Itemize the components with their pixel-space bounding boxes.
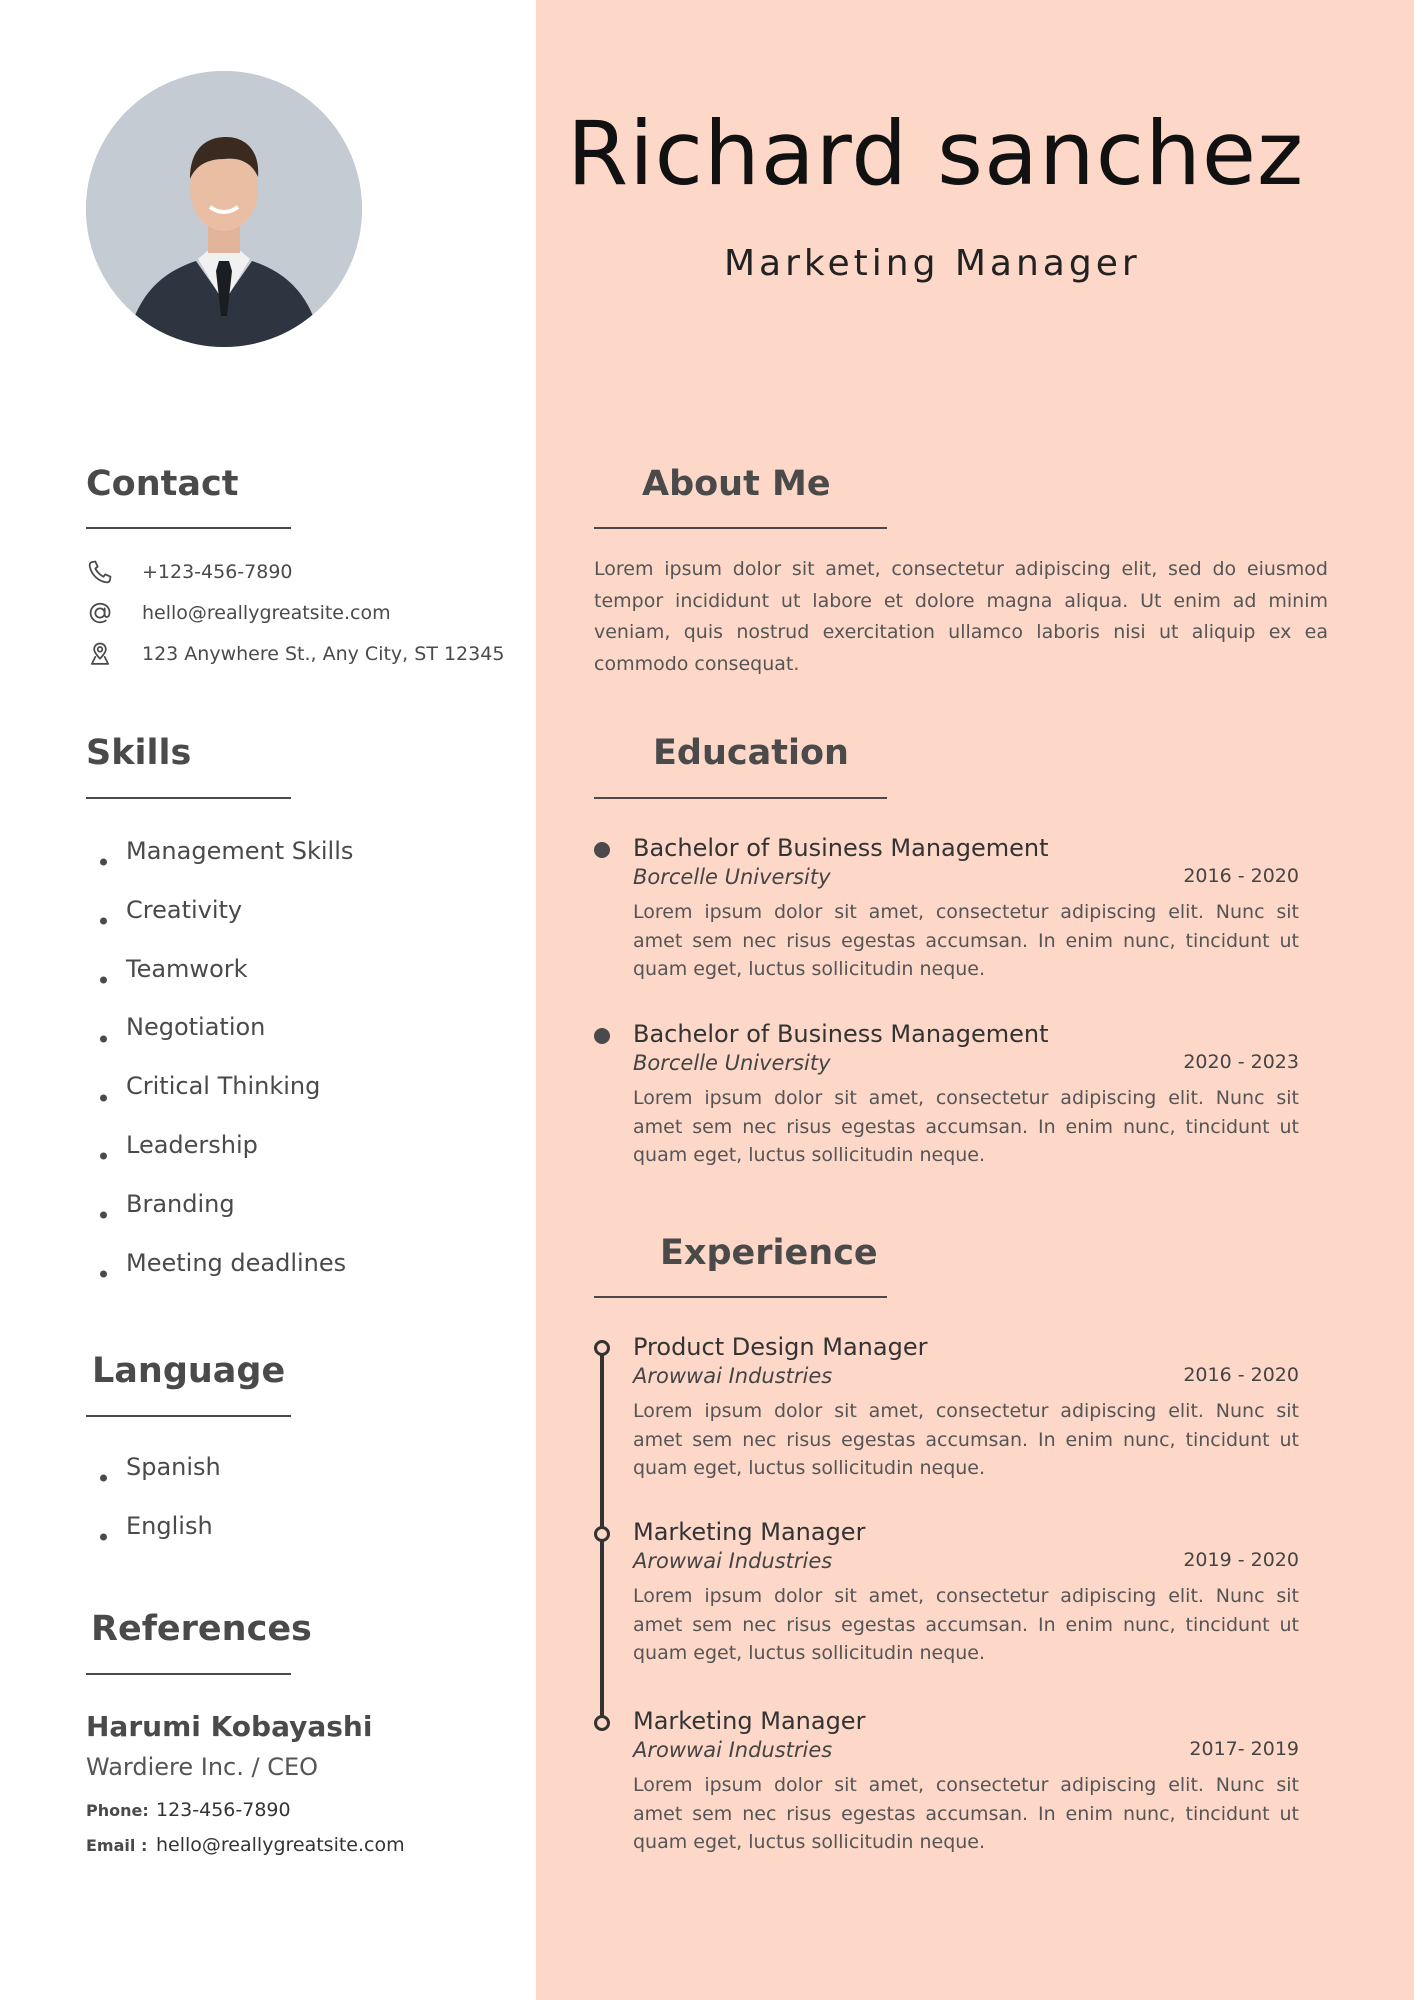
experience-role: Product Design Manager [633,1333,928,1361]
education-description: Lorem ipsum dolor sit amet, consectetur adipiscing elit. Nunc sit amet sem nec risus egestas accumsan. In enim nunc, tincidunt ut quam eget, luctus sollicitudin neque. [633,1087,1299,1166]
location-pin-icon [86,639,122,669]
candidate-name: Richard sanchez [567,102,1305,205]
experience-meta [633,1364,1299,1391]
skill-item: Negotiation [86,1009,353,1068]
reference-email-label: Email : [86,1836,148,1855]
contact-phone-text: +123-456-7890 [142,561,293,583]
reference-phone-value: 123-456-7890 [156,1799,291,1821]
experience-entry [633,1518,1299,1668]
skill-item: Teamwork [86,951,353,1010]
education-description: Lorem ipsum dolor sit amet, consectetur adipiscing elit. Nunc sit amet sem nec risus egestas accumsan. In enim nunc, tincidunt ut quam eget, luctus sollicitudin neque. [633,901,1299,980]
education-degree: Bachelor of Business Management [633,1020,1049,1048]
experience-description: Lorem ipsum dolor sit amet, consectetur adipiscing elit. Nunc sit amet sem nec risus egestas accumsan. In enim nunc, tincidunt ut quam eget, luctus sollicitudin neque. [633,1585,1299,1664]
language-divider [86,1415,291,1417]
contact-phone [86,557,293,587]
person-portrait-icon [86,71,362,347]
contact-divider [86,527,291,529]
education-divider [594,797,887,799]
experience-entry [633,1333,1299,1483]
timeline-node [594,1526,610,1542]
language-list [86,1449,221,1567]
education-dates: 2020 - 2023 [1183,1051,1299,1073]
experience-meta [633,1738,1299,1765]
experience-meta [633,1549,1299,1576]
skill-item: Meeting deadlines [86,1245,353,1304]
experience-dates: 2016 - 2020 [1183,1364,1299,1386]
contact-email-text: hello@reallygreatsite.com [142,602,391,624]
timeline-node [594,1715,610,1731]
reference-email [86,1834,405,1856]
experience-company: Arowwai Industries [633,1364,833,1388]
experience-description: Lorem ipsum dolor sit amet, consectetur adipiscing elit. Nunc sit amet sem nec risus egestas accumsan. In enim nunc, tincidunt ut quam eget, luctus sollicitudin neque. [633,1400,1299,1479]
skill-item: Leadership [86,1127,353,1186]
education-heading: Education [653,733,849,773]
experience-dates: 2019 - 2020 [1183,1549,1299,1571]
language-item: English [86,1508,221,1567]
education-bullet [594,1028,610,1044]
about-text: Lorem ipsum dolor sit amet, consectetur adipiscing elit, sed do eiusmod tempor incididunt ut labore et dolore magna aliqua. Ut enim ad minim veniam, quis nostrud exercitation ullamco laboris nisi ut aliquip ex ea commodo consequat. [594,558,1328,675]
education-school: Borcelle University [633,865,831,889]
references-heading: References [91,1609,312,1649]
skill-item: Critical Thinking [86,1068,353,1127]
skills-list [86,833,353,1303]
education-bullet [594,842,610,858]
skill-item: Branding [86,1186,353,1245]
candidate-title: Marketing Manager [724,243,1141,284]
experience-description: Lorem ipsum dolor sit amet, consectetur adipiscing elit. Nunc sit amet sem nec risus egestas accumsan. In enim nunc, tincidunt ut quam eget, luctus sollicitudin neque. [633,1774,1299,1853]
language-item: Spanish [86,1449,221,1508]
experience-role: Marketing Manager [633,1707,866,1735]
education-meta [633,1051,1299,1078]
education-school: Borcelle University [633,1051,831,1075]
reference-phone-label: Phone: [86,1801,149,1820]
experience-entry [633,1707,1299,1857]
education-dates: 2016 - 2020 [1183,865,1299,887]
phone-icon [86,557,122,587]
right-column [536,0,1414,2000]
education-degree: Bachelor of Business Management [633,834,1049,862]
skill-item: Creativity [86,892,353,951]
reference-email-value: hello@reallygreatsite.com [156,1834,405,1856]
experience-heading: Experience [660,1233,878,1273]
language-heading: Language [92,1351,286,1391]
reference-name: Harumi Kobayashi [86,1710,373,1743]
timeline-node [594,1340,610,1356]
skill-item: Management Skills [86,833,353,892]
experience-divider [594,1296,887,1298]
experience-company: Arowwai Industries [633,1549,833,1573]
profile-photo [86,71,362,347]
references-divider [86,1673,291,1675]
experience-company: Arowwai Industries [633,1738,833,1762]
contact-address [86,639,504,669]
contact-heading: Contact [86,464,239,504]
skills-heading: Skills [86,733,192,773]
education-meta [633,865,1299,892]
at-sign-icon [86,598,122,628]
experience-dates: 2017- 2019 [1189,1738,1299,1760]
reference-phone [86,1799,291,1821]
reference-role: Wardiere Inc. / CEO [86,1753,319,1781]
education-entry [633,834,1299,984]
skills-divider [86,797,291,799]
education-entry [633,1020,1299,1170]
contact-address-text: 123 Anywhere St., Any City, ST 12345 [142,643,505,665]
contact-email [86,598,391,628]
about-divider [594,527,887,529]
experience-role: Marketing Manager [633,1518,866,1546]
about-heading: About Me [642,464,831,504]
